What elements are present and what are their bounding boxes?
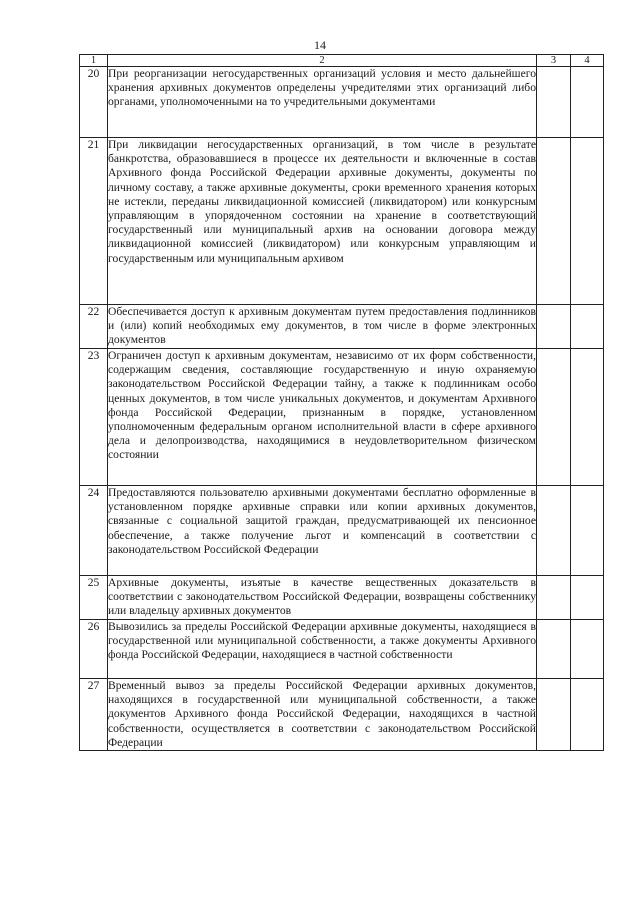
requirement-text: Вывозились за пределы Российской Федерации архивные документы, находящиеся в государственной или муниципальной собственности, а также документы Архивного фонда Российской Федерации, находящиеся в частной собственности [108,620,537,679]
table-row [80,620,604,679]
answer-cell-3 [537,349,571,486]
requirement-text: Архивные документы, изъятые в качестве вещественных доказательств в соответствии с законодательством Российской Федерации, возвращены собственнику или владельцу архивных документов [108,576,537,620]
table-row [80,67,604,138]
answer-cell-3 [537,679,571,751]
table-row [80,576,604,620]
table-row [80,138,604,305]
answer-cell-3 [537,67,571,138]
answer-cell-4 [571,305,604,349]
row-number: 24 [80,486,108,576]
column-number-2: 2 [108,55,537,67]
table-row [80,679,604,751]
row-number: 25 [80,576,108,620]
row-number: 26 [80,620,108,679]
page-number: 14 [314,38,326,52]
answer-cell-4 [571,486,604,576]
row-number: 22 [80,305,108,349]
answer-cell-4 [571,349,604,486]
requirement-text: Предоставляются пользователю архивными документами бесплатно оформленные в установленном порядке архивные справки или копии архивных документов, связанные с социальной защитой граждан, предусматривающей их пенсионное обеспечение, а также получение льгот и компенсаций в соответствии с законодательством Российской Федерации [108,486,537,576]
column-number-1: 1 [80,55,108,67]
checklist-table [79,54,604,751]
answer-cell-4 [571,67,604,138]
answer-cell-3 [537,576,571,620]
requirement-text: Временный вывоз за пределы Российской Федерации архивных документов, находящихся в государственной или муниципальной собственности, а также документов Архивного фонда Российской Федерации, находящихся в частной собственности, осуществляется в соответствии с законодательством Российской Федерации [108,679,536,749]
answer-cell-3 [537,138,571,305]
requirement-text: Обеспечивается доступ к архивным документам путем предоставления подлинников и (или) копий необходимых ему документов, в том числе в форме электронных документов [108,305,537,349]
answer-cell-4 [571,138,604,305]
answer-cell-3 [537,620,571,679]
requirement-text: Ограничен доступ к архивным документам, независимо от их форм собственности, содержащим сведения, составляющие государственную и иную охраняемую законодательством Российской Федерации тайну, а также к подлинникам особо ценных документов, в том числе уникальных документов, и документам Архивного фонда Российской Федерации, признанным в порядке, установленном уполномоченным федеральным органом исполнительной власти в сфере архивного дела и делопроизводства, находящимися в неудовлетворительном физическом состоянии [108,349,537,486]
row-number: 23 [80,349,108,486]
requirement-text: При ликвидации негосударственных организаций, в том числе в результате банкротства, образовавшиеся в процессе их деятельности и включенные в состав Архивного фонда Российской Федерации архивные документы, документы по личному составу, а также архивные документы, сроки временного хранения которых не истекли, переданы ликвидационной комиссией (ликвидатором) или конкурсным управляющим в упорядоченном состоянии на хранение в соответствующий государственный или муниципальный архив на основании договора между ликвидационной комиссией (ликвидатором) или конкурсным управляющим и государственным или муниципальным архивом [108,138,537,305]
answer-cell-3 [537,486,571,576]
column-number-row [80,55,604,67]
requirement-text: При реорганизации негосударственных организаций условия и место дальнейшего хранения архивных документов определены учредителями этих организаций либо органами, уполномоченными на то учредительными документами [108,67,537,138]
column-number-4: 4 [571,55,604,67]
answer-cell-4 [571,620,604,679]
table-row [80,349,604,486]
row-number: 27 [80,679,108,751]
column-number-3: 3 [537,55,571,67]
row-number: 21 [80,138,108,305]
answer-cell-4 [571,679,604,751]
table-row [80,486,604,576]
answer-cell-3 [537,305,571,349]
row-number: 20 [80,67,108,138]
answer-cell-4 [571,576,604,620]
table-row [80,305,604,349]
